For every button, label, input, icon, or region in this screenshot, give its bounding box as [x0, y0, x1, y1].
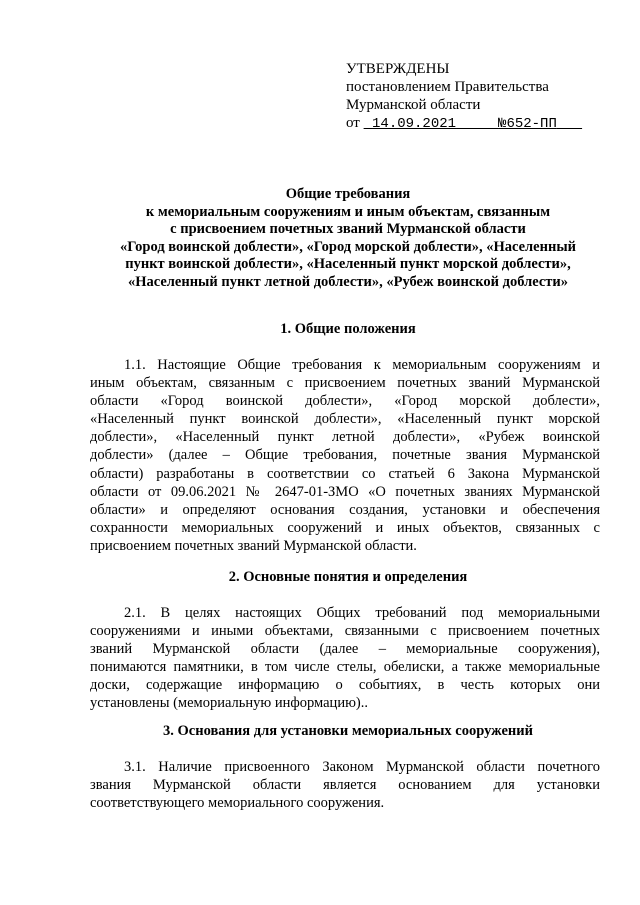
paragraph-line: соответствующего мемориального сооружения. [90, 795, 385, 812]
title-line: «Город воинской доблести», «Город морской доблести», «Населенный [119, 238, 576, 255]
approval-stamp [346, 60, 582, 133]
approval-date: 14.09.2021 [372, 116, 457, 132]
paragraph-line: области «Город воинской доблести», «Город морской доблести», [90, 393, 600, 410]
approval-number: №652-ПП [498, 116, 557, 132]
approval-line-2: Мурманской области [346, 97, 481, 113]
section-1-paragraph [90, 356, 600, 555]
paragraph-line: доблести» (далее – Общие требования, почетные звания Мурманской [90, 447, 600, 464]
title-line: «Населенный пункт летной доблести», «Рубеж воинской доблести» [127, 273, 569, 290]
paragraph-line: понимаются памятники, в том числе стелы, обелиски, а также мемориальные [90, 659, 600, 676]
paragraph-line: доски, содержащие информацию о событиях, в честь которых они [90, 677, 600, 694]
paragraph-line: 1.1. Настоящие Общие требования к мемориальным сооружениям и [124, 357, 600, 373]
approval-date-line [346, 114, 582, 133]
section-3-paragraph [90, 758, 600, 812]
paragraph-line: 3.1. Наличие присвоенного Законом Мурманской области почетного [124, 759, 600, 775]
paragraph-line: области) разработаны в соответствии со статьей 6 Закона Мурманской [90, 465, 600, 482]
paragraph-line: сохранности мемориальных сооружений и иных объектов, связанных с [90, 519, 600, 536]
paragraph-line: доблести», «Населенный пункт летной доблести», «Рубеж воинской [90, 429, 600, 446]
paragraph-line: звания Мурманской области является основанием для установки [90, 777, 600, 794]
section-2-paragraph [90, 604, 600, 713]
title-line: пункт воинской доблести», «Населенный пункт морской доблести», [125, 256, 571, 273]
approval-heading: УТВЕРЖДЕНЫ [346, 61, 450, 77]
section-heading-1: 1. Общие положения [280, 321, 416, 337]
section-heading-2: 2. Основные понятия и определения [228, 569, 468, 585]
paragraph-line: присвоением почетных званий Мурманской области. [90, 537, 417, 554]
paragraph-line: званий Мурманской области (далее – мемориальные сооружения), [90, 641, 600, 658]
approval-date-prefix: от [346, 115, 360, 131]
paragraph-line: области» и определяют основания создания, установки и обеспечения [90, 501, 600, 518]
paragraph-line: области от 09.06.2021 № 2647-01-ЗМО «О почетных званиях Мурманской [90, 483, 600, 500]
title-line: к мемориальным сооружениям и иным объектам, связанным [145, 203, 551, 220]
paragraph-line: сооружениями и иными объектами, связанными с присвоением почетных [90, 623, 600, 640]
paragraph-line: 2.1. В целях настоящих Общих требований под мемориальными [124, 605, 600, 621]
section-heading-3: 3. Основания для установки мемориальных сооружений [163, 723, 533, 739]
paragraph-line: установлены (мемориальную информацию).. [90, 695, 368, 712]
paragraph-line: иным объектам, связанным с присвоением почетных званий Мурманской [90, 375, 600, 392]
document-title [70, 186, 626, 292]
title-line: с присвоением почетных званий Мурманской области [170, 221, 526, 238]
title-line: Общие требования [285, 186, 411, 202]
paragraph-line: «Населенный пункт воинской доблести», «Населенный пункт морской [90, 411, 600, 428]
approval-line-1: постановлением Правительства [346, 79, 549, 95]
